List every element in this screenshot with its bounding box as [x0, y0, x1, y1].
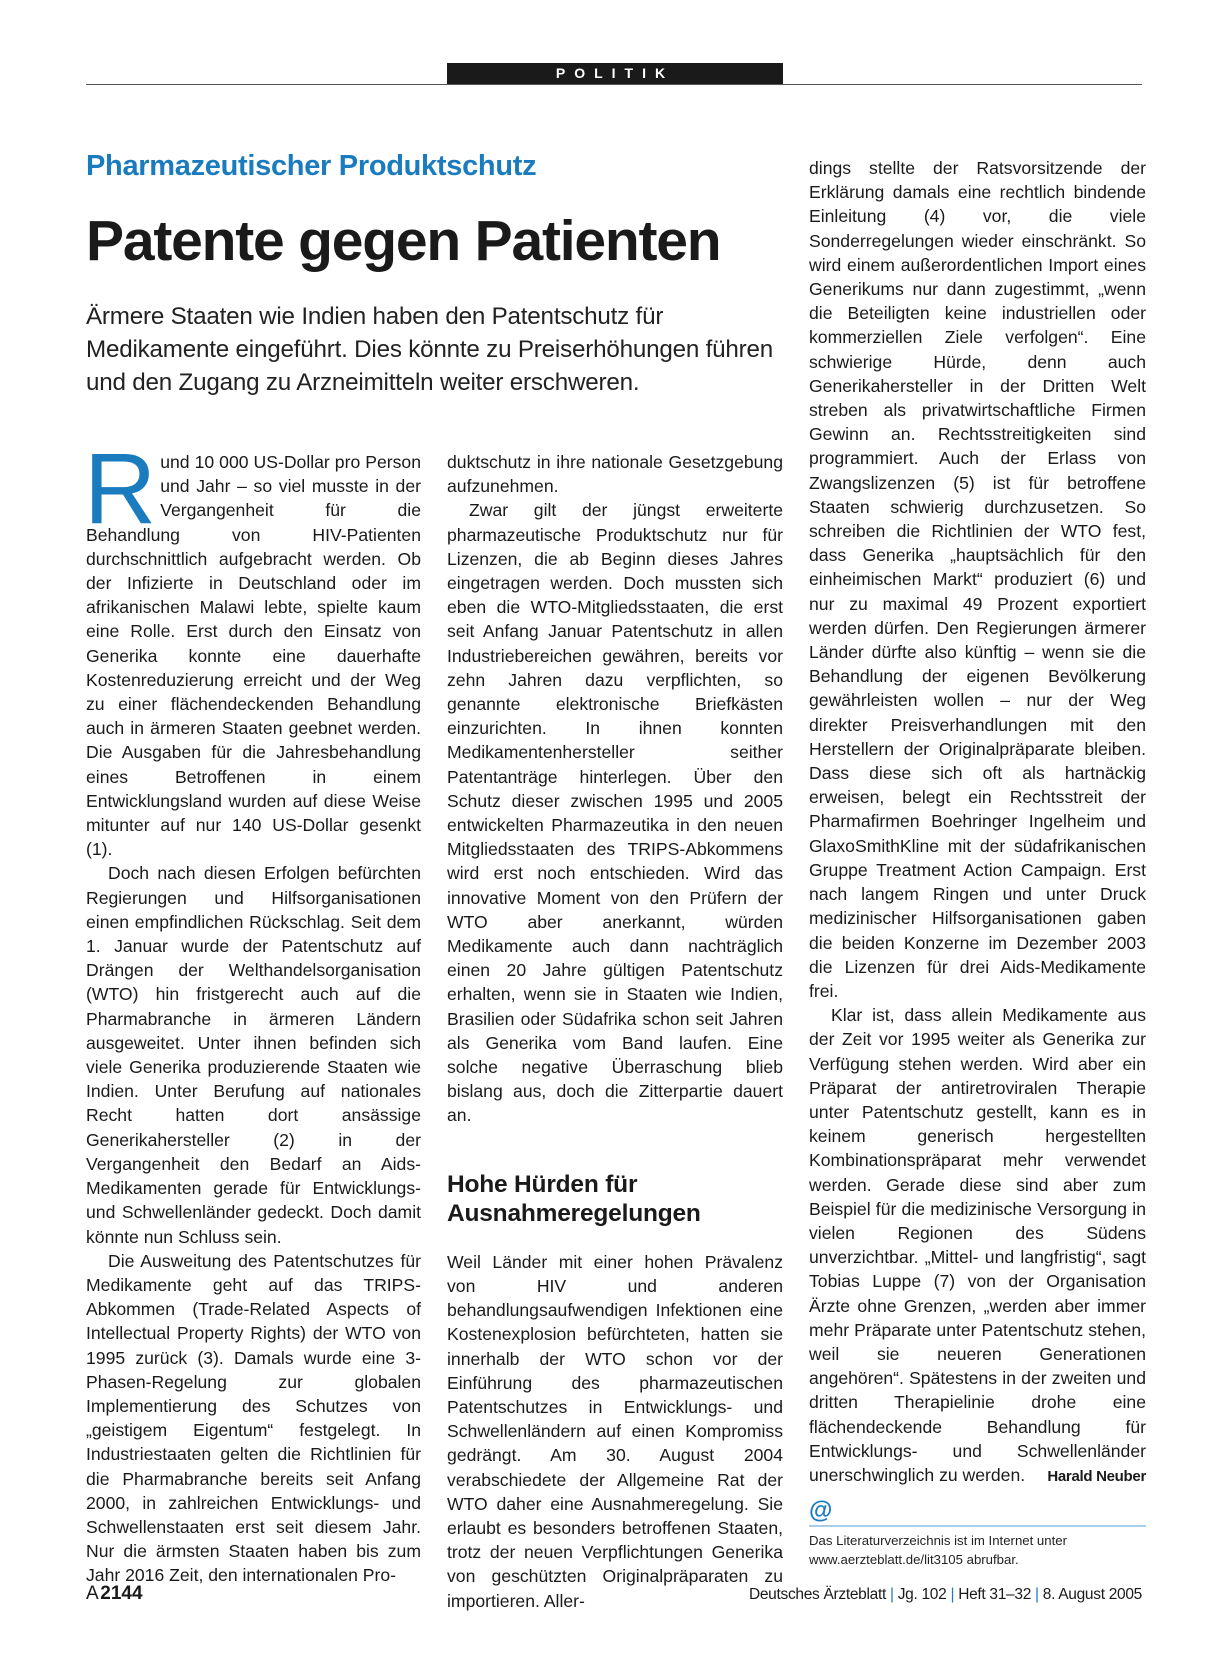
paragraph-7: dings stellte der Ratsvorsitzende der Erklärung damals eine rechtlich bindende Einleitung (4) vor, die viele Sonderregelungen wieder einschränkt. So wird einem außerordentlichen Import eines Generikums nur dann zugestimmt, „wenn die Beteiligten keine industriellen oder kommerziellen Ziele verfolgen“. Eine schwierige Hürde, denn auch Generikahersteller in der Dritten Welt streben als privatwirtschaftliche Firmen Gewinn an. Rechtsstreitigkeiten sind programmiert. Auch der Erlass von Zwangslizenzen (5) ist für betroffene Staaten schwierig durchzusetzen. So schreiben die Richtlinien der WTO fest, dass Generika „hauptsächlich für den einheimischen Markt“ produziert (6) und nur zu maximal 49 Prozent exportiert werden dürfen. Den Regierungen ärmerer Länder dürfte also künftig – wenn sie die Behandlung der eigenen Bevölkerung gewährleisten wollen – nur der Weg direkter Preisverhandlungen mit den Herstellern der Originalpräparate bleiben. Dass diese sich oft als hartnäckig erweisen, belegt ein Rechtsstreit der Pharmafirmen Boehringer Ingelheim und GlaxoSmithKline mit der südafrikanischen Gruppe Treatment Action Campaign. Erst nach langem Ringen und unter Druck medizinischer Hilfsorganisationen gaben die beiden Konzerne im Dezember 2003 die Lizenzen für drei Aids-Medikamente frei.	[809, 158, 1146, 1001]
top-rule	[86, 84, 1142, 85]
separator: |	[1035, 1586, 1039, 1603]
separator: |	[950, 1586, 955, 1603]
column-2	[447, 450, 783, 1613]
author-name: Harald Neuber	[1047, 1467, 1146, 1485]
headline: Patente gegen Patienten	[86, 209, 721, 273]
column-1	[84, 433, 421, 1588]
at-sign-icon: @	[809, 1497, 833, 1524]
literature-line-1: Das Literaturverzeichnis ist im Internet unter	[809, 1533, 1067, 1548]
paragraph-5: Zwar gilt der jüngst erweiterte pharmazeutische Produktschutz nur für Lizenzen, die ab Beginn dieses Jahres eingetragen werden. Doch mussten sich eben die WTO-Mitgliedsstaaten, die erst seit Anfang Januar Patentschutz in allen Industriebereichen gewähren, bereits vor zehn Jahren dazu verpflichten, so genannte elektronische Briefkästen einzurichten. In ihnen konnten Medikamentenhersteller seither Patentanträge hinterlegen. Über den Schutz dieser zwischen 1995 und 2005 entwickelten Pharmazeutika in den neuen Mitgliedsstaaten des TRIPS-Abkommens wird erst noch entschieden. Wird das innovative Moment von den Prüfern der WTO aber anerkannt, würden Medikamente auch dann nachträglich einen 20 Jahre gültigen Patentschutz erhalten, wenn sie in Staaten wie Indien, Brasilien oder Südafrika schon seit Jahren als Generika vom Band laufen. Eine solche negative Überraschung blieb bislang aus, doch die Zitterpartie dauert an.	[447, 500, 783, 1126]
column-3	[809, 156, 1146, 1489]
paragraph-3: Die Ausweitung des Patentschutzes für Medikamente geht auf das TRIPS-Abkommen (Trade-Related Aspects of Intellectual Property Rights) der WTO von 1995 zurück (3). Damals wurde eine 3-Phasen-Regelung zur globalen Implementierung des Schutzes von „geistigem Eigentum“ festgelegt. In Industriestaaten gelten die Richtlinien für die Pharmabranche bereits seit Anfang 2000, in zahlreichen Entwicklungs- und Schwellenstaaten erst seit diesem Jahr. Nur die ärmsten Staaten haben bis zum Jahr 2016 Zeit, den internationalen Pro-	[86, 1250, 421, 1586]
page-number: A 2144	[86, 1583, 143, 1604]
paragraph-2: Doch nach diesen Erfolgen befürchten Regierungen und Hilfsorganisationen einen empfindlichen Rückschlag. Seit dem 1. Januar wurde der Patentschutz auf Drängen der Welthandelsorganisation (WTO) hin fristgerecht auch auf die Pharmabranche in ärmeren Ländern ausgeweitet. Unter ihnen befinden sich viele Generika produzierende Staaten wie Indien. Unter Berufung auf nationales Recht hatten dort ansässige Generikahersteller (2) in der Vergangenheit den Bedarf an Aids-Medikamenten gerade für Entwicklungs- und Schwellenländer gedeckt. Doch damit könnte nun Schluss sein.	[86, 863, 421, 1247]
dropcap: R	[84, 433, 157, 545]
kicker: Pharmazeutischer Produktschutz	[86, 150, 537, 182]
literature-url[interactable]: www.aerzteblatt.de/lit3105 abrufbar.	[809, 1552, 1019, 1567]
paragraph-8: Klar ist, dass allein Medikamente aus der Zeit vor 1995 weiter als Generika zur Verfügung stehen werden. Wird aber ein Präparat der antiretroviralen Therapie unter Patentschutz gestellt, kann es in keinem generisch hergestellten Kombinationspräparat mehr verwendet werden. Gerade diese sind aber zum Beispiel für die medizinische Versorgung in vielen Regionen des Südens unverzichtbar. „Mittel- und langfristig“, sagt Tobias Luppe (7) von der Organisation Ärzte ohne Grenzen, „werden aber immer mehr Präparate unter Patentschutz stehen, weil sie neueren Generationen angehören“. Spätestens in der zweiten und dritten Therapielinie drohe eine flächendeckende Behandlung für Entwicklungs- und Schwellenländer unerschwinglich zu werden. Harald Neuber	[809, 1003, 1146, 1487]
journal-name: Deutsches Ärzteblatt	[748, 1586, 886, 1603]
paragraph-4: duktschutz in ihre nationale Gesetzgebung aufzunehmen.	[447, 452, 783, 497]
separator: |	[889, 1586, 894, 1603]
journal-issue: Heft 31–32	[958, 1586, 1032, 1603]
journal-volume: Jg. 102	[897, 1586, 947, 1603]
journal-date: 8. August 2005	[1042, 1586, 1142, 1603]
literature-note	[809, 1499, 1146, 1569]
paragraph-1: Rund 10 000 US-Dollar pro Person und Jahr – so viel musste in der Vergangenheit für die Behandlung von HIV-Patienten durchschnittlich aufgebracht werden. Ob der Infizierte in Deutschland oder im afrikanischen Malawi lebte, spielte kaum eine Rolle. Erst durch den Einsatz von Generika konnte eine dauerhafte Kostenreduzierung erreicht und der Weg zu einer flächendeckenden Behandlung auch in ärmeren Staaten geebnet werden. Die Ausgaben für die Jahresbehandlung eines Betroffenen in einem Entwicklungsland wurden auf diese Weise mitunter auf nur 140 US-Dollar gesenkt (1).	[84, 433, 421, 860]
subheading: Hohe Hürden für Ausnahmeregelungen	[447, 1170, 701, 1227]
section-label: POLITIK	[447, 63, 783, 84]
journal-footer	[749, 1586, 1142, 1604]
paragraph-6: Weil Länder mit einer hohen Prävalenz von HIV und anderen behandlungsaufwendigen Infektionen eine Kostenexplosion befürchteten, hatten sie innerhalb der WTO schon vor der Einführung des pharmazeutischen Patentschutzes in Entwicklungs- und Schwellenländern auf einen Kompromiss gedrängt. Am 30. August 2004 verabschiedete der Allgemeine Rat der WTO daher eine Ausnahmeregelung. Sie erlaubt es besonders betroffenen Staaten, trotz der neuen Verpflichtungen Generika von geschützten Originalpräparaten zu importieren. Aller-	[447, 1251, 783, 1611]
literature-divider	[809, 1525, 1146, 1527]
lead-paragraph: Ärmere Staaten wie Indien haben den Patentschutz für Medikamente eingeführt. Dies könnte zu Preiserhöhungen führen und den Zugang zu Arzneimitteln weiter erschweren.	[86, 303, 773, 396]
literature-text	[809, 1531, 1146, 1569]
